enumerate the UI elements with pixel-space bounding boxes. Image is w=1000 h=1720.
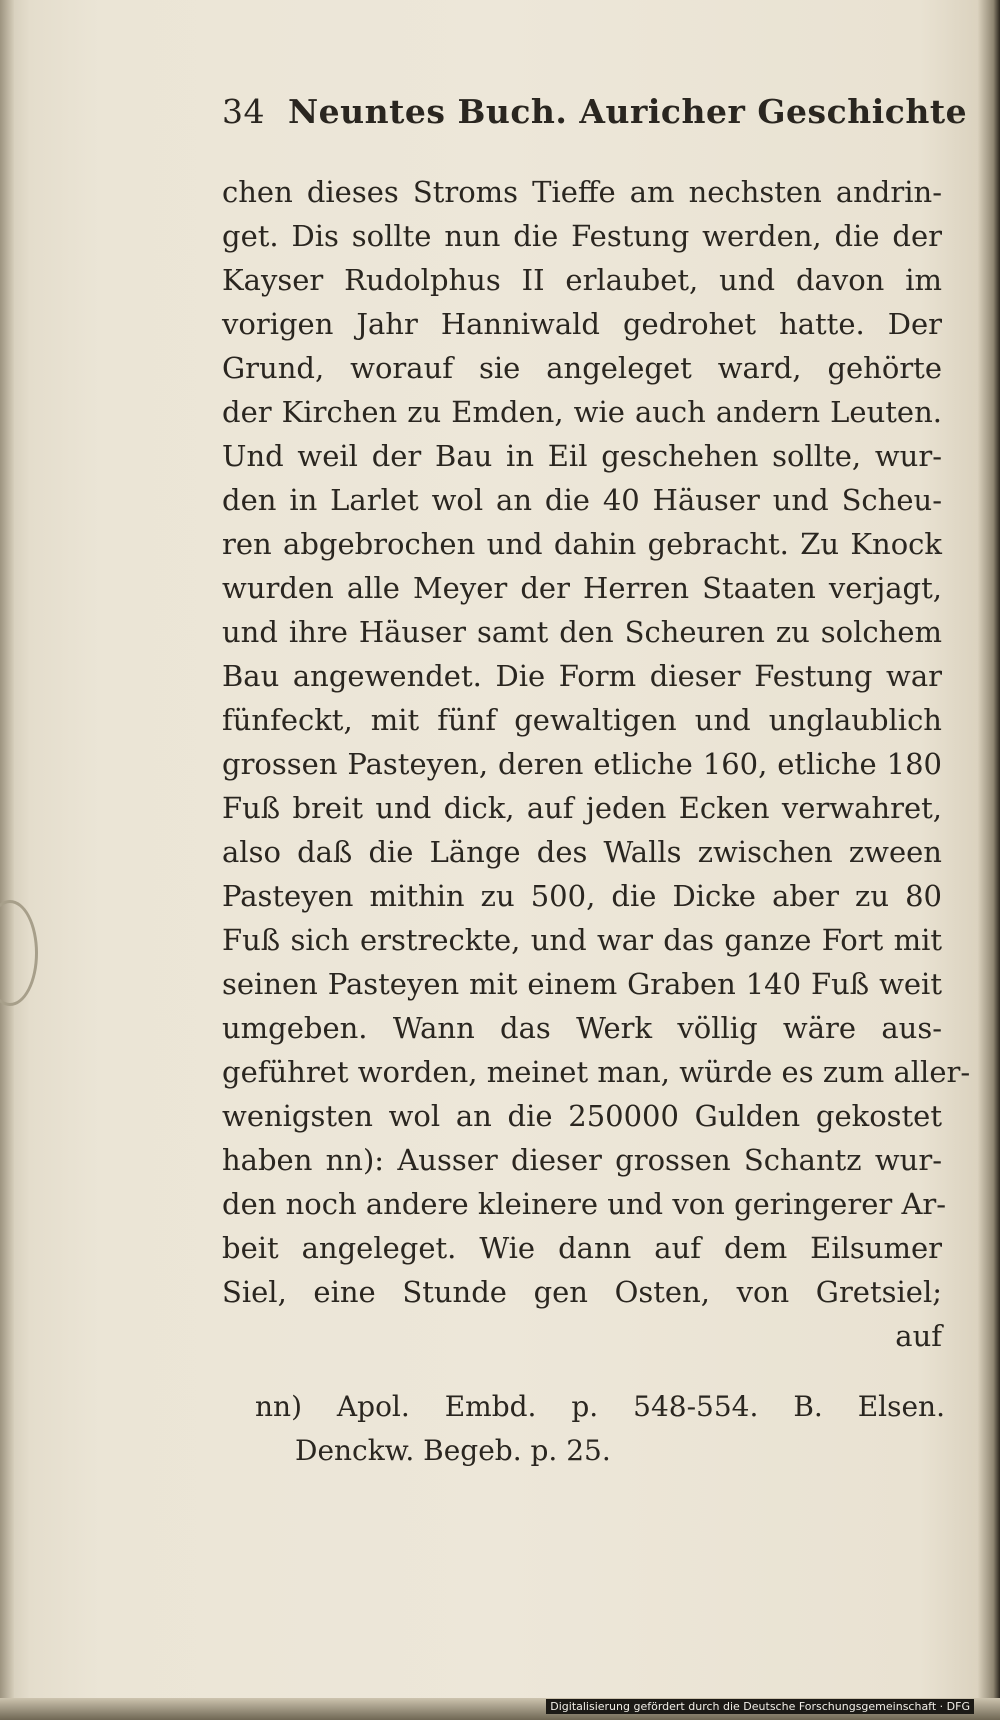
text-line: Und weil der Bau in Eil geschehen sollte, wur-	[222, 439, 942, 473]
text-line: grossen Pasteyen, deren etliche 160, etliche 180	[222, 747, 942, 781]
page-number: 34	[222, 92, 265, 131]
text-line: wurden alle Meyer der Herren Staaten verjagt,	[222, 571, 942, 605]
text-line: chen dieses Stroms Tieffe am nechsten andrin-	[222, 175, 942, 209]
text-line: und ihre Häuser samt den Scheuren zu solchem	[222, 615, 942, 649]
text-line: get. Dis sollte nun die Festung werden, die der	[222, 219, 942, 253]
text-line: den noch andere kleinere und von geringerer Ar-	[222, 1187, 947, 1221]
text-line: Bau angewendet. Die Form dieser Festung war	[222, 659, 942, 693]
catchword: auf	[895, 1319, 942, 1353]
text-line: geführet worden, meinet man, würde es zum aller-	[222, 1055, 971, 1089]
text-line: Fuß sich erstreckte, und war das ganze Fort mit	[222, 923, 942, 957]
text-line: also daß die Länge des Walls zwischen zween	[222, 835, 942, 869]
footnote-line: Denckw. Begeb. p. 25.	[295, 1434, 611, 1467]
text-line: beit angeleget. Wie dann auf dem Eilsumer	[222, 1231, 942, 1265]
text-line: Kayser Rudolphus II erlaubet, und davon im	[222, 263, 942, 297]
text-line: Pasteyen mithin zu 500, die Dicke aber zu 80	[222, 879, 942, 913]
text-line: vorigen Jahr Hanniwald gedrohet hatte. Der	[222, 307, 942, 341]
text-line: Fuß breit und dick, auf jeden Ecken verwahret,	[222, 791, 942, 825]
text-line: umgeben. Wann das Werk völlig wäre aus-	[222, 1011, 942, 1045]
footnote-line: nn) Apol. Embd. p. 548-554. B. Elsen.	[255, 1390, 945, 1423]
footnote	[255, 1385, 945, 1473]
text-line: den in Larlet wol an die 40 Häuser und Scheu-	[222, 483, 942, 517]
text-line: haben nn): Ausser dieser grossen Schantz wur-	[222, 1143, 942, 1177]
text-line: Grund, worauf sie angeleget ward, gehörte	[222, 351, 942, 385]
running-head: Neuntes Buch. Auricher Geschichte	[288, 92, 968, 131]
text-line: der Kirchen zu Emden, wie auch andern Leuten.	[222, 395, 942, 429]
text-line: wenigsten wol an die 250000 Gulden gekostet	[222, 1099, 942, 1133]
text-line: ren abgebrochen und dahin gebracht. Zu Knock	[222, 527, 942, 561]
body-text	[222, 170, 971, 1358]
text-line: fünfeckt, mit fünf gewaltigen und unglaublich	[222, 703, 942, 737]
text-line: seinen Pasteyen mit einem Graben 140 Fuß weit	[222, 967, 942, 1001]
digitization-credit: Digitalisierung gefördert durch die Deutsche Forschungsgemeinschaft · DFG	[546, 1699, 974, 1714]
page-header	[222, 92, 967, 131]
text-line: Siel, eine Stunde gen Osten, von Gretsiel;	[222, 1275, 942, 1309]
